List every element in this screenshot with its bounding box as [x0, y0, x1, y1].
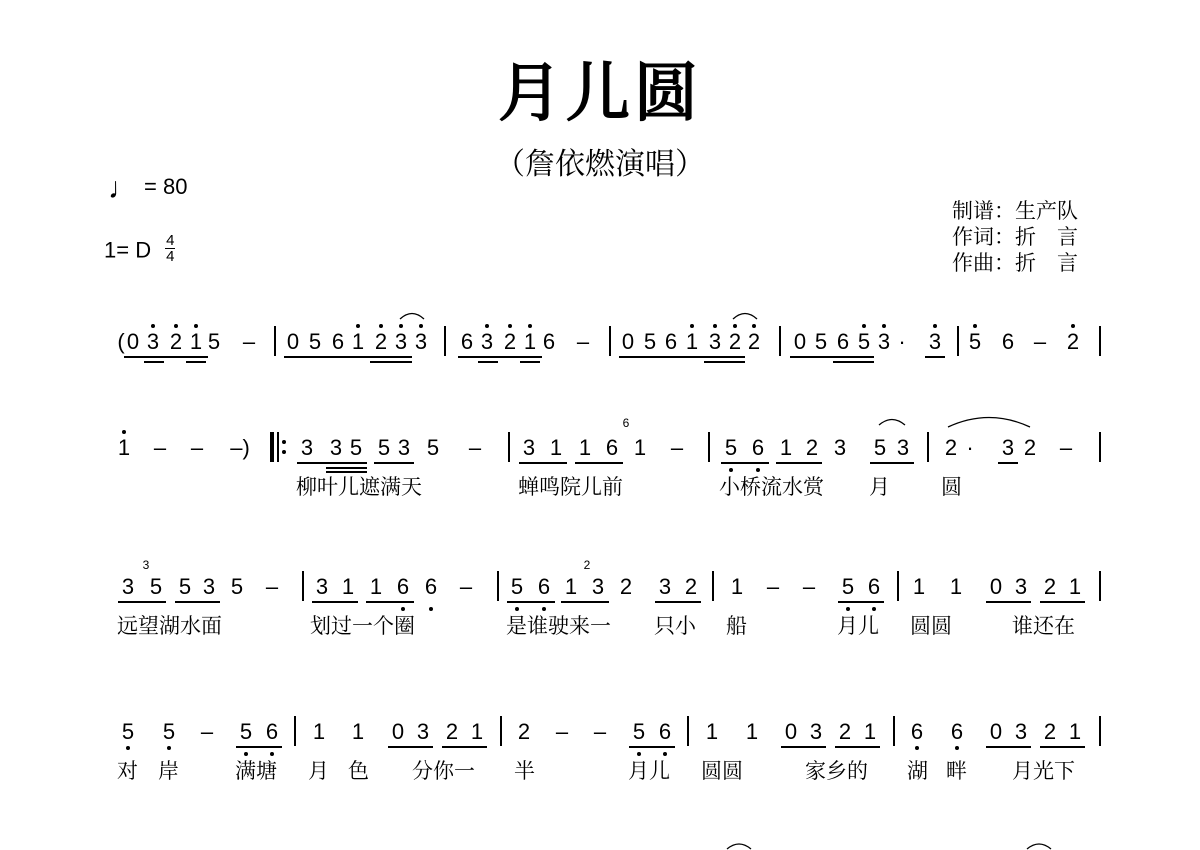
score-row-3 — [0, 545, 1200, 645]
note: 3 — [591, 574, 605, 599]
beam — [374, 462, 414, 464]
note: 5 — [178, 574, 192, 599]
barline — [1099, 432, 1101, 462]
note: 6 — [542, 329, 556, 354]
tie-arc — [399, 310, 425, 320]
dash: – — [802, 574, 816, 599]
beam — [838, 601, 884, 603]
high-dot — [690, 324, 694, 328]
note: 1 — [1068, 574, 1082, 599]
low-dot — [663, 752, 667, 756]
tempo-value: = 80 — [144, 174, 188, 199]
note: 3 — [329, 435, 343, 460]
high-dot — [399, 324, 403, 328]
beam — [986, 746, 1031, 748]
barline — [444, 326, 446, 356]
note: 3 — [416, 719, 430, 744]
beam — [781, 746, 826, 748]
note: 6 — [424, 574, 438, 599]
lyric: 圆圆 — [910, 614, 952, 638]
high-dot — [733, 324, 737, 328]
lyric: 月光下 — [1012, 759, 1075, 783]
beam — [655, 601, 701, 603]
paren-open: ( — [117, 329, 125, 354]
high-dot — [882, 324, 886, 328]
note: 5 — [841, 574, 855, 599]
dash: – — [190, 435, 204, 460]
note: 1 — [863, 719, 877, 744]
beam — [998, 462, 1018, 464]
note: 6 — [331, 329, 345, 354]
dash: – — [242, 329, 256, 354]
dash: – — [265, 574, 279, 599]
note: 6 — [1001, 329, 1015, 354]
lyric: 半 — [514, 759, 535, 783]
low-dot — [955, 746, 959, 750]
tie-arc — [878, 416, 906, 426]
note: 2 — [805, 435, 819, 460]
barline — [274, 326, 276, 356]
dash: – — [459, 574, 473, 599]
note: 2 — [838, 719, 852, 744]
low-dot — [729, 468, 733, 472]
barline — [779, 326, 781, 356]
dash: – — [670, 435, 684, 460]
note: 3 — [1014, 719, 1028, 744]
lyric: 只小 — [654, 614, 696, 638]
note: 3 — [809, 719, 823, 744]
beam — [118, 601, 166, 603]
credits-block — [952, 198, 1078, 276]
tie-arc-partial — [1026, 842, 1052, 850]
low-dot — [401, 607, 405, 611]
note: 1 — [351, 719, 365, 744]
beam — [1040, 746, 1085, 748]
beam — [619, 356, 745, 358]
note: 3 — [414, 329, 428, 354]
beam — [175, 601, 220, 603]
quarter-note-icon: ♩ — [108, 172, 138, 205]
lyric: 月 — [308, 759, 329, 783]
dash: – — [766, 574, 780, 599]
note: 5 — [968, 329, 982, 354]
note: 2 — [169, 329, 183, 354]
beam — [388, 746, 433, 748]
note: 0 — [989, 719, 1003, 744]
note: 5 — [857, 329, 871, 354]
note: 2 — [747, 329, 761, 354]
note: 3 — [1014, 574, 1028, 599]
low-dot — [846, 607, 850, 611]
note: 2 — [728, 329, 742, 354]
time-signature — [165, 233, 175, 264]
note: 1 — [312, 719, 326, 744]
beam — [124, 356, 208, 358]
aug-dot: · — [898, 329, 906, 354]
note: 3 — [1001, 435, 1015, 460]
barline — [497, 571, 499, 601]
barline — [708, 432, 710, 462]
beam — [370, 361, 412, 363]
lyric: 满塘 — [235, 759, 277, 783]
score-row-4 — [0, 690, 1200, 790]
note: 5 — [162, 719, 176, 744]
lyric: 对 — [117, 759, 138, 783]
note: 1 — [705, 719, 719, 744]
note: 1 — [341, 574, 355, 599]
note: 6 — [751, 435, 765, 460]
note: 5 — [121, 719, 135, 744]
note: 5 — [377, 435, 391, 460]
note: 2 — [684, 574, 698, 599]
note: 3 — [315, 574, 329, 599]
note: 1 — [578, 435, 592, 460]
beam — [284, 356, 412, 358]
note: 3 — [397, 435, 411, 460]
note: 6 — [605, 435, 619, 460]
score-row-2 — [0, 406, 1200, 506]
note: 0 — [126, 329, 140, 354]
score-row-1 — [0, 300, 1200, 400]
lyric: 是谁驶来一 — [506, 614, 611, 638]
grace-note: 6 — [622, 416, 630, 430]
low-dot — [915, 746, 919, 750]
note: 5 — [724, 435, 738, 460]
beam — [326, 471, 367, 473]
note: 2 — [517, 719, 531, 744]
low-dot — [429, 607, 433, 611]
beam — [986, 601, 1031, 603]
tempo-marking — [108, 174, 187, 204]
note: 0 — [784, 719, 798, 744]
barline — [508, 432, 510, 462]
high-dot — [933, 324, 937, 328]
lyric: 蝉鸣院儿前 — [518, 475, 623, 499]
beam — [442, 746, 487, 748]
note: 0 — [286, 329, 300, 354]
beam — [144, 361, 164, 363]
note: 2 — [374, 329, 388, 354]
high-dot — [973, 324, 977, 328]
note: 1 — [351, 329, 365, 354]
note: 5 — [349, 435, 363, 460]
note: 3 — [146, 329, 160, 354]
note: 3 — [300, 435, 314, 460]
credit-lyrics: 作词：折 言 — [952, 225, 1078, 249]
lyric: 色 — [348, 759, 369, 783]
note: 5 — [426, 435, 440, 460]
note: 1 — [117, 435, 131, 460]
barline — [893, 716, 895, 746]
barline — [927, 432, 929, 462]
note: 1 — [1068, 719, 1082, 744]
note: 6 — [658, 719, 672, 744]
lyric: 月儿 — [628, 759, 670, 783]
dash: – — [153, 435, 167, 460]
note: 5 — [643, 329, 657, 354]
note: 6 — [664, 329, 678, 354]
low-dot — [244, 752, 248, 756]
barline — [294, 716, 296, 746]
high-dot — [862, 324, 866, 328]
note: 3 — [833, 435, 847, 460]
lyric: 月儿 — [837, 614, 879, 638]
note: 5 — [814, 329, 828, 354]
note: 2 — [1023, 435, 1037, 460]
barline — [1099, 326, 1101, 356]
barline — [302, 571, 304, 601]
beam — [312, 601, 358, 603]
lyric: 圆圆 — [701, 759, 743, 783]
note: 1 — [779, 435, 793, 460]
note: 3 — [896, 435, 910, 460]
note: 1 — [745, 719, 759, 744]
high-dot — [1071, 324, 1075, 328]
low-dot — [872, 607, 876, 611]
note: 1 — [564, 574, 578, 599]
tie-arc-partial — [726, 842, 752, 850]
barline — [500, 716, 502, 746]
beam — [366, 601, 414, 603]
lyric: 分你一 — [412, 759, 475, 783]
beam — [704, 361, 745, 363]
beam — [458, 356, 542, 358]
note: 6 — [265, 719, 279, 744]
dash: – — [593, 719, 607, 744]
lyric: 月 — [869, 475, 890, 499]
note: 1 — [549, 435, 563, 460]
dash: – — [555, 719, 569, 744]
note: 3 — [121, 574, 135, 599]
note: 6 — [910, 719, 924, 744]
note: 3 — [708, 329, 722, 354]
note: 1 — [523, 329, 537, 354]
song-title: 月儿圆 — [498, 57, 702, 131]
note: 5 — [207, 329, 221, 354]
note: 5 — [149, 574, 163, 599]
key-signature — [104, 232, 175, 267]
note: 1 — [949, 574, 963, 599]
note: 6 — [867, 574, 881, 599]
beam — [776, 462, 822, 464]
note: 1 — [369, 574, 383, 599]
barline — [1099, 716, 1101, 746]
barline — [897, 571, 899, 601]
beam — [297, 462, 367, 464]
lyric: 畔 — [946, 759, 967, 783]
beam — [925, 356, 945, 358]
note: 6 — [396, 574, 410, 599]
beam — [833, 361, 874, 363]
grace-note: 2 — [583, 558, 591, 572]
beam — [507, 601, 555, 603]
note: 3 — [394, 329, 408, 354]
beam — [520, 361, 540, 363]
note: 5 — [510, 574, 524, 599]
note: 6 — [836, 329, 850, 354]
beam — [561, 601, 609, 603]
note: 0 — [989, 574, 1003, 599]
note: 3 — [877, 329, 891, 354]
note: 5 — [873, 435, 887, 460]
note: 2 — [1043, 574, 1057, 599]
lyric: 家乡的 — [805, 759, 868, 783]
dash: – — [576, 329, 590, 354]
note: 1 — [685, 329, 699, 354]
high-dot — [508, 324, 512, 328]
lyric: 划过一个圈 — [310, 614, 415, 638]
high-dot — [122, 430, 126, 434]
note: 3 — [522, 435, 536, 460]
note: 5 — [308, 329, 322, 354]
dash: – — [200, 719, 214, 744]
lyric: 船 — [726, 614, 747, 638]
barline — [957, 326, 959, 356]
slur-arc — [946, 414, 1032, 428]
low-dot — [167, 746, 171, 750]
high-dot — [713, 324, 717, 328]
note: 2 — [1043, 719, 1057, 744]
lyric: 小桥流水赏 — [719, 475, 824, 499]
note: 2 — [445, 719, 459, 744]
low-dot — [515, 607, 519, 611]
high-dot — [485, 324, 489, 328]
note: 3 — [658, 574, 672, 599]
high-dot — [174, 324, 178, 328]
lyric: 圆 — [941, 475, 962, 499]
beam — [629, 746, 675, 748]
beam — [478, 361, 498, 363]
dash-paren-close: –) — [230, 435, 250, 460]
high-dot — [151, 324, 155, 328]
note: 1 — [730, 574, 744, 599]
note: 1 — [189, 329, 203, 354]
high-dot — [356, 324, 360, 328]
note: 3 — [480, 329, 494, 354]
low-dot — [637, 752, 641, 756]
high-dot — [194, 324, 198, 328]
high-dot — [752, 324, 756, 328]
note: 0 — [391, 719, 405, 744]
beam — [790, 356, 874, 358]
credit-notation: 制谱：生产队 — [952, 199, 1078, 223]
song-subtitle: （詹依燃演唱） — [495, 147, 705, 182]
aug-dot: · — [966, 435, 974, 460]
credit-music: 作曲：折 言 — [952, 251, 1078, 275]
beam — [835, 746, 880, 748]
high-dot — [528, 324, 532, 328]
note: 0 — [621, 329, 635, 354]
barline — [687, 716, 689, 746]
note: 2 — [503, 329, 517, 354]
note: 6 — [460, 329, 474, 354]
low-dot — [542, 607, 546, 611]
beam — [870, 462, 914, 464]
time-sig-top: 4 — [166, 232, 175, 249]
high-dot — [419, 324, 423, 328]
note: 1 — [633, 435, 647, 460]
beam — [326, 467, 367, 469]
low-dot — [756, 468, 760, 472]
lyric: 谁还在 — [1012, 614, 1075, 638]
tie-arc — [732, 310, 758, 320]
note: 2 — [1066, 329, 1080, 354]
beam — [1040, 601, 1085, 603]
beam — [236, 746, 282, 748]
low-dot — [126, 746, 130, 750]
note: 2 — [619, 574, 633, 599]
time-sig-bottom: 4 — [166, 248, 175, 265]
lyric: 湖 — [907, 759, 928, 783]
lyric: 远望湖水面 — [117, 614, 222, 638]
beam — [519, 462, 567, 464]
lyric: 柳叶儿遮满天 — [296, 475, 422, 499]
beam — [186, 361, 206, 363]
note: 2 — [944, 435, 958, 460]
note: 1 — [470, 719, 484, 744]
dash: – — [1033, 329, 1047, 354]
beam — [721, 462, 769, 464]
barline — [609, 326, 611, 356]
barline — [712, 571, 714, 601]
dash: – — [468, 435, 482, 460]
barline — [1099, 571, 1101, 601]
note: 6 — [537, 574, 551, 599]
note: 3 — [202, 574, 216, 599]
note: 5 — [239, 719, 253, 744]
note: 1 — [912, 574, 926, 599]
beam — [575, 462, 623, 464]
low-dot — [270, 752, 274, 756]
note: 5 — [632, 719, 646, 744]
grace-note: 3 — [142, 558, 150, 572]
note: 3 — [928, 329, 942, 354]
key-text: 1= D — [104, 237, 152, 263]
lyric: 岸 — [158, 759, 179, 783]
note: 5 — [230, 574, 244, 599]
note: 6 — [950, 719, 964, 744]
dash: – — [1059, 435, 1073, 460]
high-dot — [379, 324, 383, 328]
note: 0 — [793, 329, 807, 354]
